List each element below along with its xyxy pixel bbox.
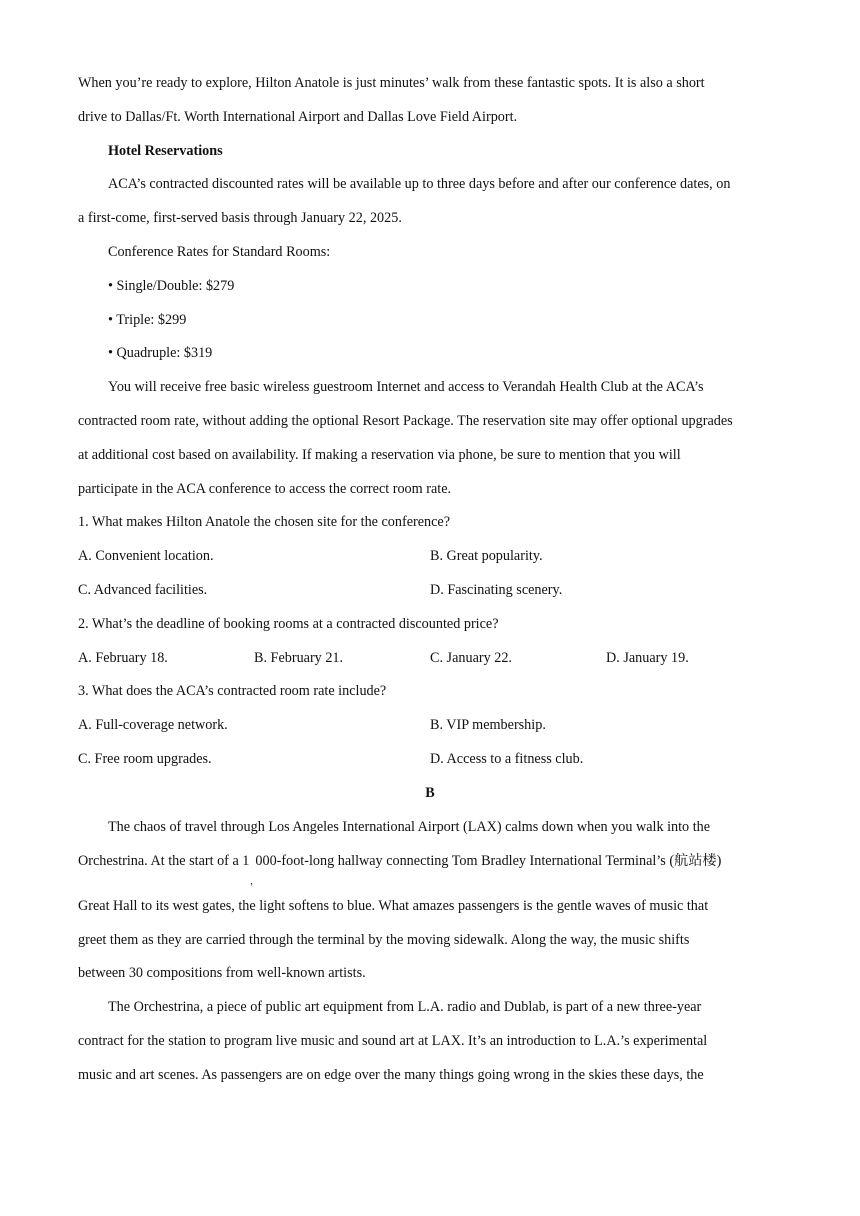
reservations-line-1: ACA’s contracted discounted rates will be available up to three days before and after our conference dates, on bbox=[108, 176, 731, 192]
passage-b-p2-line-3: music and art scenes. As passengers are on edge over the many things going wrong in the skies these days, the bbox=[78, 1067, 704, 1083]
question-2-stem: 2. What’s the deadline of booking rooms at a contracted discounted price? bbox=[78, 616, 499, 632]
question-2-option-c[interactable]: C. January 22. bbox=[430, 650, 512, 666]
benefits-line-3: at additional cost based on availability. If making a reservation via phone, be sure to mention that you will bbox=[78, 447, 681, 463]
passage-b-p1-line-2 bbox=[78, 851, 722, 887]
passage-b-p1-line-4: greet them as they are carried through the terminal by the moving sidewalk. Along the way, the music shifts bbox=[78, 932, 690, 948]
passage-a-intro-line-2: drive to Dallas/Ft. Worth International Airport and Dallas Love Field Airport. bbox=[78, 109, 518, 125]
passage-b-p1-line-5: between 30 compositions from well-known artists. bbox=[78, 965, 366, 981]
benefits-line-4: participate in the ACA conference to access the correct room rate. bbox=[78, 481, 452, 497]
question-1-stem: 1. What makes Hilton Anatole the chosen site for the conference? bbox=[78, 514, 451, 530]
rates-heading: Conference Rates for Standard Rooms: bbox=[108, 244, 331, 260]
question-1-option-d[interactable]: D. Fascinating scenery. bbox=[430, 582, 563, 598]
question-3-option-c[interactable]: C. Free room upgrades. bbox=[78, 751, 212, 767]
rate-item-quadruple: • Quadruple: $319 bbox=[108, 345, 213, 361]
question-3-stem: 3. What does the ACA’s contracted room rate include? bbox=[78, 683, 387, 699]
passage-b-p1-line-2-before: Orchestrina. At the start of a 1 bbox=[78, 853, 250, 869]
benefits-line-1: You will receive free basic wireless guestroom Internet and access to Verandah Health Club at the ACA’s bbox=[108, 379, 704, 395]
passage-b-p1-line-3: Great Hall to its west gates, the light softens to blue. What amazes passengers is the gentle waves of music that bbox=[78, 898, 709, 914]
passage-a-intro-line-1: When you’re ready to explore, Hilton Anatole is just minutes’ walk from these fantastic spots. It is also a short bbox=[78, 75, 705, 91]
benefits-line-2: contracted room rate, without adding the optional Resort Package. The reservation site may offer optional upgrades bbox=[78, 413, 733, 429]
passage-b-p2-line-1: The Orchestrina, a piece of public art equipment from L.A. radio and Dublab, is part of a new three-year bbox=[108, 999, 702, 1015]
question-2-option-b[interactable]: B. February 21. bbox=[254, 650, 344, 666]
question-3-option-d[interactable]: D. Access to a fitness club. bbox=[430, 751, 584, 767]
question-2-option-d[interactable]: D. January 19. bbox=[606, 650, 689, 666]
question-2-option-a[interactable]: A. February 18. bbox=[78, 650, 168, 666]
passage-b-p1-line-1: The chaos of travel through Los Angeles International Airport (LAX) calms down when you walk into the bbox=[108, 819, 711, 835]
question-3-option-a[interactable]: A. Full-coverage network. bbox=[78, 717, 228, 733]
passage-b-p2-line-2: contract for the station to program live music and sound art at LAX. It’s an introduction to L.A.’s experimental bbox=[78, 1033, 708, 1049]
question-1-option-c[interactable]: C. Advanced facilities. bbox=[78, 582, 208, 598]
rate-item-triple: • Triple: $299 bbox=[108, 312, 187, 328]
reservations-heading: Hotel Reservations bbox=[108, 143, 223, 159]
thousands-separator-mark: , bbox=[250, 876, 253, 887]
question-3-option-b[interactable]: B. VIP membership. bbox=[430, 717, 546, 733]
question-1-option-b[interactable]: B. Great popularity. bbox=[430, 548, 543, 564]
question-1-option-a[interactable]: A. Convenient location. bbox=[78, 548, 214, 564]
rate-item-single-double: • Single/Double: $279 bbox=[108, 278, 235, 294]
passage-b-p1-line-2-after: 000-foot-long hallway connecting Tom Bradley International Terminal’s (航站楼) bbox=[255, 853, 722, 869]
reservations-line-2: a first-come, first-served basis through January 22, 2025. bbox=[78, 210, 402, 226]
section-b-label: B bbox=[425, 785, 435, 801]
